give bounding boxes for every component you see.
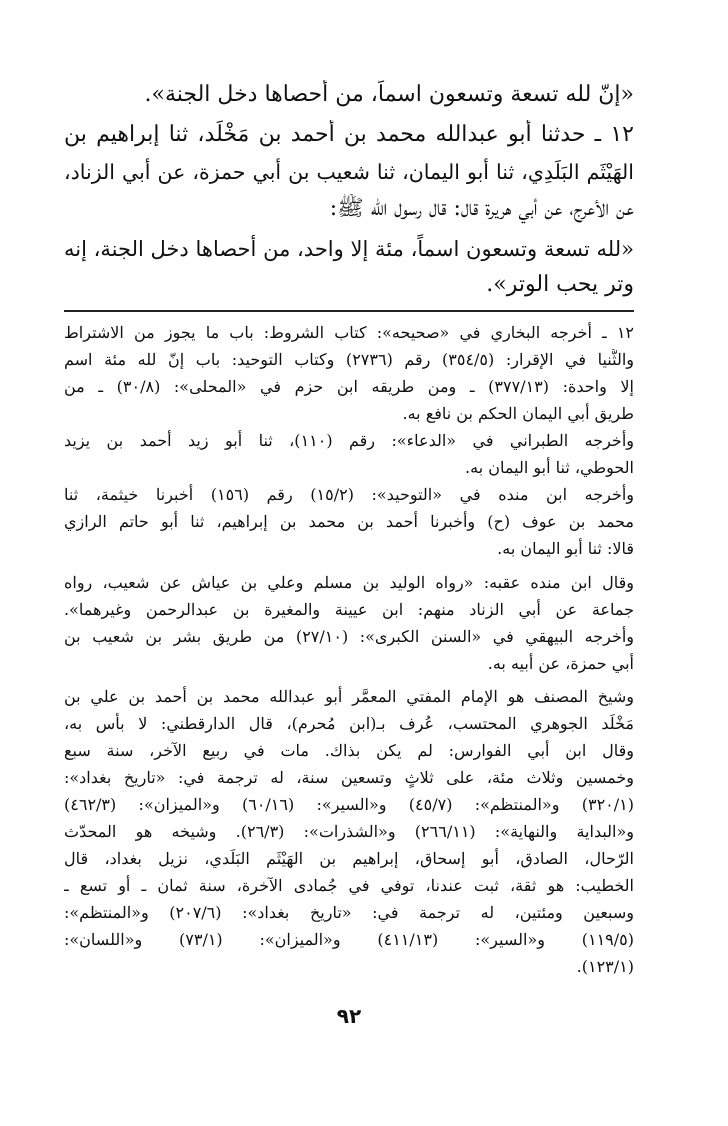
footnote-line-24: (١٢٣/١).: [576, 957, 634, 976]
footnote-line-4: طريق أبي اليمان الحكم بن نافع به.: [402, 404, 634, 423]
main-text-line-4: عن الأعرج، عن أبي هريرة قال: قال رسول الله ﷺ:: [329, 196, 634, 221]
main-text-line-2: ١٢ ـ حدثنا أبو عبدالله محمد بن أحمد بن مَخْلَد، ثنا إبراهيم بن: [64, 122, 634, 147]
footnote-line-19: و«البداية والنهاية»: (٢٦٦/١١) و«الشذرات»: (٢٦/٣). وشيخه هو المحدّث: [64, 822, 634, 841]
main-text-line-1: «إنّ لله تسعة وتسعون اسماً، من أحصاها دخل الجنة».: [144, 82, 634, 107]
footnote-line-22: وسبعين ومئتين، له ترجمة في: «تاريخ بغداد»: (٢٠٧/٦) و«المنتظم»:: [64, 903, 634, 922]
footnote-line-3: إلا واحدة: (٣٧٧/١٣) ـ ومن طريقه ابن حزم في «المحلى»: (٣٠/٨) ـ من: [64, 377, 634, 396]
footnote-line-15: مَخْلَد الجوهري المحتسب، عُرف بـ(ابن مُحرم)، قال الدارقطني: لا بأس به،: [64, 714, 634, 733]
footnote-line-11: جماعة عن أبي الزناد منهم: ابن عيينة والمغيرة بن عبدالرحمن وغيرهما».: [64, 600, 634, 619]
footnote-line-18: (٣٢٠/١) و«المنتظم»: (٤٥/٧) و«السير»: (٦٠/١٦) و«الميزان»: (٤٦٢/٣): [64, 795, 634, 814]
main-text-line-3: الهَيْثَم البَلَدِي، ثنا أبو اليمان، ثنا شعيب بن أبي حمزة، عن أبي الزناد،: [64, 160, 634, 184]
footnote-line-12: وأخرجه البيهقي في «السنن الكبرى»: (٢٧/١٠) من طريق بشر بن شعيب بن: [64, 627, 634, 646]
footnote-line-21: الخطيب: هو ثقة، ثبت عندنا، توفي في جُمادى الآخرة، سنة ثمان ـ أو تسع ـ: [64, 876, 634, 895]
footnote-line-1: ١٢ ـ أخرجه البخاري في «صحيحه»: كتاب الشروط: باب ما يجوز من الاشتراط: [64, 323, 634, 342]
book-page: [64, 0, 634, 1126]
footnote-line-2: والثُّنيا في الإقرار: (٣٥٤/٥) رقم (٢٧٣٦) وكتاب التوحيد: باب إنّ لله مئة اسم: [64, 350, 634, 369]
footnote-divider: [64, 310, 634, 312]
footnote-line-6: الحوطي، ثنا أبو اليمان به.: [465, 458, 634, 477]
footnote-line-13: أبي حمزة، عن أبيه به.: [487, 654, 634, 673]
main-text-line-6: وتر يحب الوتر».: [486, 272, 634, 297]
page-number: ٩٢: [336, 1004, 362, 1028]
footnote-line-14: وشيخ المصنف هو الإمام المفتي المعمَّر أبو عبدالله محمد بن أحمد بن علي بن: [64, 687, 634, 706]
footnote-line-9: قالا: ثنا أبو اليمان به.: [497, 539, 634, 558]
footnote-line-16: وقال ابن أبي الفوارس: لم يكن بذاك. مات في ربيع الآخر، سنة سبع: [64, 741, 634, 760]
footnote-line-8: محمد بن عوف (ح) وأخبرنا أحمد بن محمد بن إبراهيم، ثنا أبو حاتم الرازي: [64, 512, 634, 531]
footnote-line-10: وقال ابن منده عقبه: «رواه الوليد بن مسلم وعلي بن عياش عن شعيب، رواه: [64, 573, 634, 592]
footnote-line-7: وأخرجه ابن منده في «التوحيد»: (١٥/٢) رقم (١٥٦) أخبرنا خيثمة، ثنا: [64, 485, 634, 504]
footnote-line-23: (١١٩/٥) و«السير»: (٤١١/١٣) و«الميزان»: (٧٣/١) و«اللسان»:: [64, 930, 634, 949]
footnote-line-17: وخمسين وثلاث مئة، على ثلاثٍ وتسعين سنة، له ترجمة في: «تاريخ بغداد»:: [64, 768, 634, 787]
footnote-line-20: الرّحال، الصادق، أبو إسحاق، إبراهيم بن الهَيْثَم البَلَدي، نزيل بغداد، قال: [64, 849, 634, 868]
main-text-line-5: «لله تسعة وتسعون اسماً، مئة إلا واحد، من أحصاها دخل الجنة، إنه: [64, 237, 634, 261]
footnote-line-5: وأخرجه الطبراني في «الدعاء»: رقم (١١٠)، ثنا أبو زيد أحمد بن يزيد: [64, 431, 634, 450]
